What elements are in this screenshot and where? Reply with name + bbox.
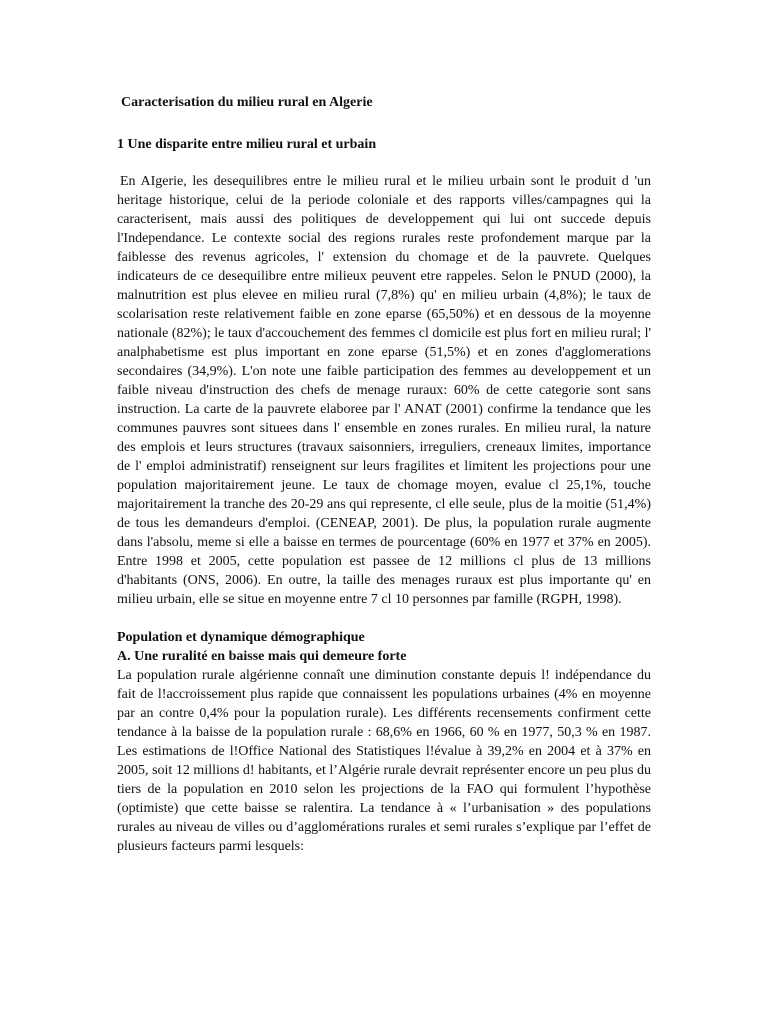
spacer xyxy=(117,112,651,135)
document-page xyxy=(117,93,651,856)
document-title: Caracterisation du milieu rural en Algerie xyxy=(121,95,373,110)
section-heading-population: Population et dynamique démographique xyxy=(117,630,365,645)
body-paragraph-1: En AIgerie, les desequilibres entre le milieu rural et le milieu urbain sont le produit d 'un heritage historique, celui de la periode coloniale et des rapports villes/campagnes qui la caracterisent, mais aussi des politiques de developpement qui lui ont succede depuis l'Independance. Le contexte social des regions rurales reste profondement marque par la faiblesse des revenus agricoles, l' extension du chomage et de la pauvrete. Quelques indicateurs de ce desequilibre entre milieux peuvent etre rappeles. Selon le PNUD (2000), la malnutrition est plus elevee en milieu rural (7,8%) qu' en milieu urbain (4,8%); le taux de scolarisation reste relativement faible en zone eparse (65,50%) et en dessous de la moyenne nationale (82%); le taux d'accouchement des femmes cl domicile est plus fort en milieu rural; l' analphabetisme est plus important en zone eparse (51,5%) et en zones d'agglomerations secondaires (34,9%). L'on note une faible participation des femmes au developpement et un faible niveau d'instruction des chefs de menage ruraux: 60% de cette categorie sont sans instruction. La carte de la pauvrete elaboree par l' ANAT (2001) confirme la tendance que les communes pauvres sont situees dans l' ensemble en zones rurales. En milieu rural, la nature des emplois et leurs structures (travaux saisonniers, irreguliers, creneaux limites, importance de l' emploi administratif) renseignent sur leurs fragilites et limitent les projections pour une population majoritairement jeune. Le taux de chomage moyen, evalue cl 25,1%, touche majoritairement la tranche des 20-29 ans qui represente, cl elle seule, plus de la moitie (51,4%) de tous les demandeurs d'emploi. (CENEAP, 2001). De plus, la population rurale augmente dans l'absolu, meme si elle a baisse en termes de pourcentage (60% en 1977 et 37% en 2005). Entre 1998 et 2005, cette population est passee de 12 millions cl plus de 13 millions d'habitants (ONS, 2006). En outre, la taille des menages ruraux est plus importante qu' en milieu urbain, elle se situe en moyenne entre 7 cl 10 personnes par famille (RGPH, 1998). xyxy=(117,174,651,607)
spacer xyxy=(117,609,651,628)
body-paragraph-2: La population rurale algérienne connaît une diminution constante depuis l! indépendance du fait de l!accroissement plus rapide que connaissent les populations urbaines (4% en moyenne par an contre 0,4% pour la population rurale). Les différents recensements confirment cette tendance à la baisse de la population rurale : 68,6% en 1966, 60 % en 1977, 50,3 % en 1987. Les estimations de l!Office National des Statistiques l!évalue à 39,2% en 2004 et à 37% en 2005, soit 12 millions d! habitants, et l’Algérie rurale devrait représenter encore un peu plus du tiers de la population en 2010 selon les projections de la FAO qui formulent l’hypothèse (optimiste) que cette baisse se ralentira. La tendance à « l’urbanisation » des populations rurales au niveau de villes ou d’agglomérations rurales et semi rurales s’explique par l’effet de plusieurs facteurs parmi lesquels: xyxy=(117,668,651,854)
section-heading-disparite: 1 Une disparite entre milieu rural et urbain xyxy=(117,137,377,152)
subsection-heading-ruralite: A. Une ruralité en baisse mais qui demeure forte xyxy=(117,649,407,664)
spacer xyxy=(117,154,651,172)
